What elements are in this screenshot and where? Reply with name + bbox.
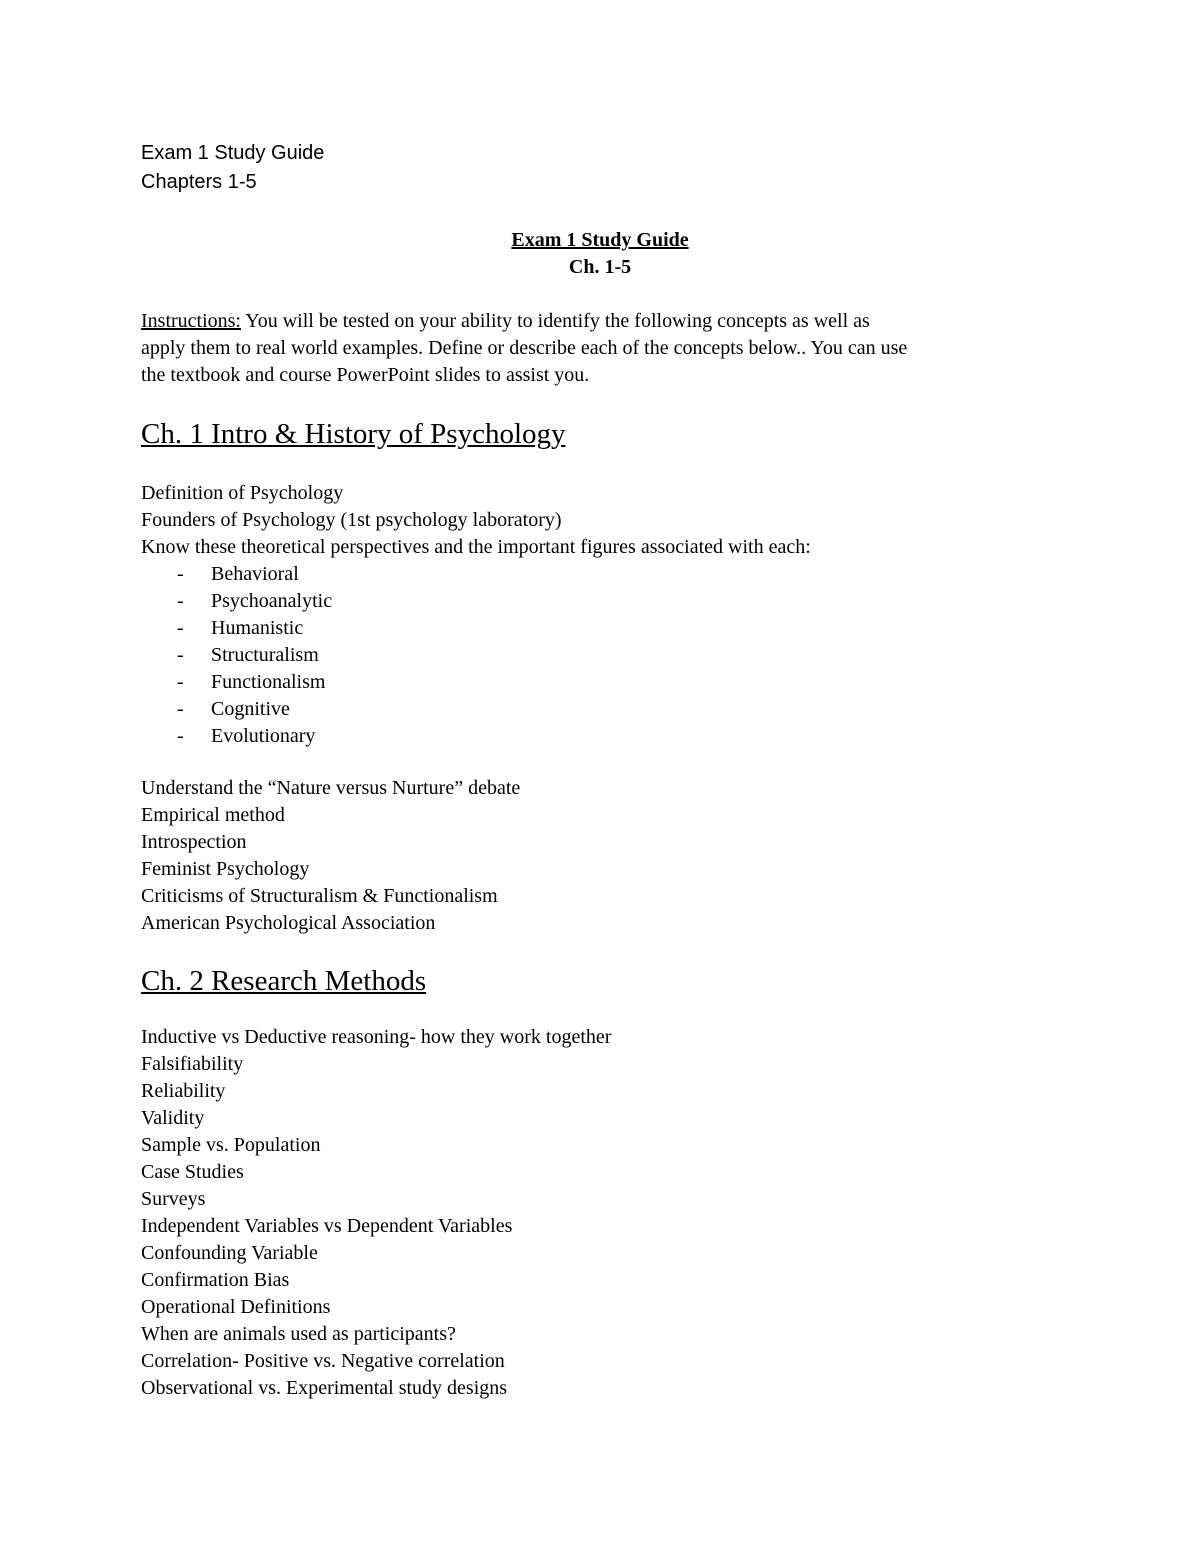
- list-item: Empirical method: [141, 804, 285, 826]
- ch1-topics-list: [141, 775, 520, 937]
- list-item: Confirmation Bias: [141, 1269, 290, 1291]
- list-item: Validity: [141, 1107, 205, 1129]
- title-sub: Ch. 1-5: [568, 256, 632, 278]
- list-item: Know these theoretical perspectives and the important figures associated with each:: [141, 536, 811, 558]
- perspective-humanistic: Humanistic: [211, 617, 304, 639]
- ch1-heading: Ch. 1 Intro & History of Psychology: [141, 418, 566, 450]
- perspective-behavioral: Behavioral: [211, 563, 299, 585]
- bullet-dash: -: [177, 698, 184, 720]
- perspective-functionalism: Functionalism: [211, 671, 326, 693]
- list-item: Surveys: [141, 1188, 206, 1210]
- list-item: American Psychological Association: [141, 912, 436, 934]
- list-item: Introspection: [141, 831, 247, 853]
- instructions-line-2: apply them to real world examples. Define or describe each of the concepts below.. You can use: [141, 337, 908, 359]
- bullet-dash: -: [177, 644, 184, 666]
- instructions-paragraph: [141, 308, 1061, 389]
- document-title: [0, 227, 1200, 281]
- instructions-line-1: You will be tested on your ability to identify the following concepts as well as: [241, 310, 870, 332]
- list-item: Observational vs. Experimental study designs: [141, 1377, 508, 1399]
- list-item: Independent Variables vs Dependent Variables: [141, 1215, 513, 1237]
- document-header: [141, 139, 324, 197]
- list-item: Reliability: [141, 1080, 226, 1102]
- list-item: When are animals used as participants?: [141, 1323, 456, 1345]
- list-item: Understand the “Nature versus Nurture” debate: [141, 777, 521, 799]
- title-main: Exam 1 Study Guide: [511, 229, 689, 251]
- list-item: Sample vs. Population: [141, 1134, 321, 1156]
- list-item: Case Studies: [141, 1161, 244, 1183]
- list-item: Inductive vs Deductive reasoning- how they work together: [141, 1026, 612, 1048]
- list-item: Operational Definitions: [141, 1296, 331, 1318]
- bullet-dash: -: [177, 563, 184, 585]
- list-item: Confounding Variable: [141, 1242, 318, 1264]
- instructions-line-3: the textbook and course PowerPoint slides to assist you.: [141, 364, 590, 386]
- list-item: Correlation- Positive vs. Negative correlation: [141, 1350, 505, 1372]
- bullet-dash: -: [177, 725, 184, 747]
- perspective-evolutionary: Evolutionary: [211, 725, 316, 747]
- list-item: Definition of Psychology: [141, 482, 344, 504]
- header-title: Exam 1 Study Guide: [141, 142, 325, 164]
- perspective-cognitive: Cognitive: [211, 698, 290, 720]
- instructions-label: Instructions:: [141, 310, 241, 332]
- ch1-intro-list: [141, 480, 811, 561]
- perspective-structuralism: Structuralism: [211, 644, 319, 666]
- ch2-topics-list: [141, 1024, 611, 1402]
- ch2-heading: Ch. 2 Research Methods: [141, 965, 427, 997]
- list-item: Falsifiability: [141, 1053, 244, 1075]
- list-item: Feminist Psychology: [141, 858, 310, 880]
- bullet-dash: -: [177, 671, 184, 693]
- perspective-psychoanalytic: Psychoanalytic: [211, 590, 333, 612]
- bullet-dash: -: [177, 617, 184, 639]
- header-chapters: Chapters 1-5: [141, 171, 257, 193]
- bullet-dash: -: [177, 590, 184, 612]
- list-item: Founders of Psychology (1st psychology laboratory): [141, 509, 562, 531]
- list-item: Criticisms of Structuralism & Functionalism: [141, 885, 498, 907]
